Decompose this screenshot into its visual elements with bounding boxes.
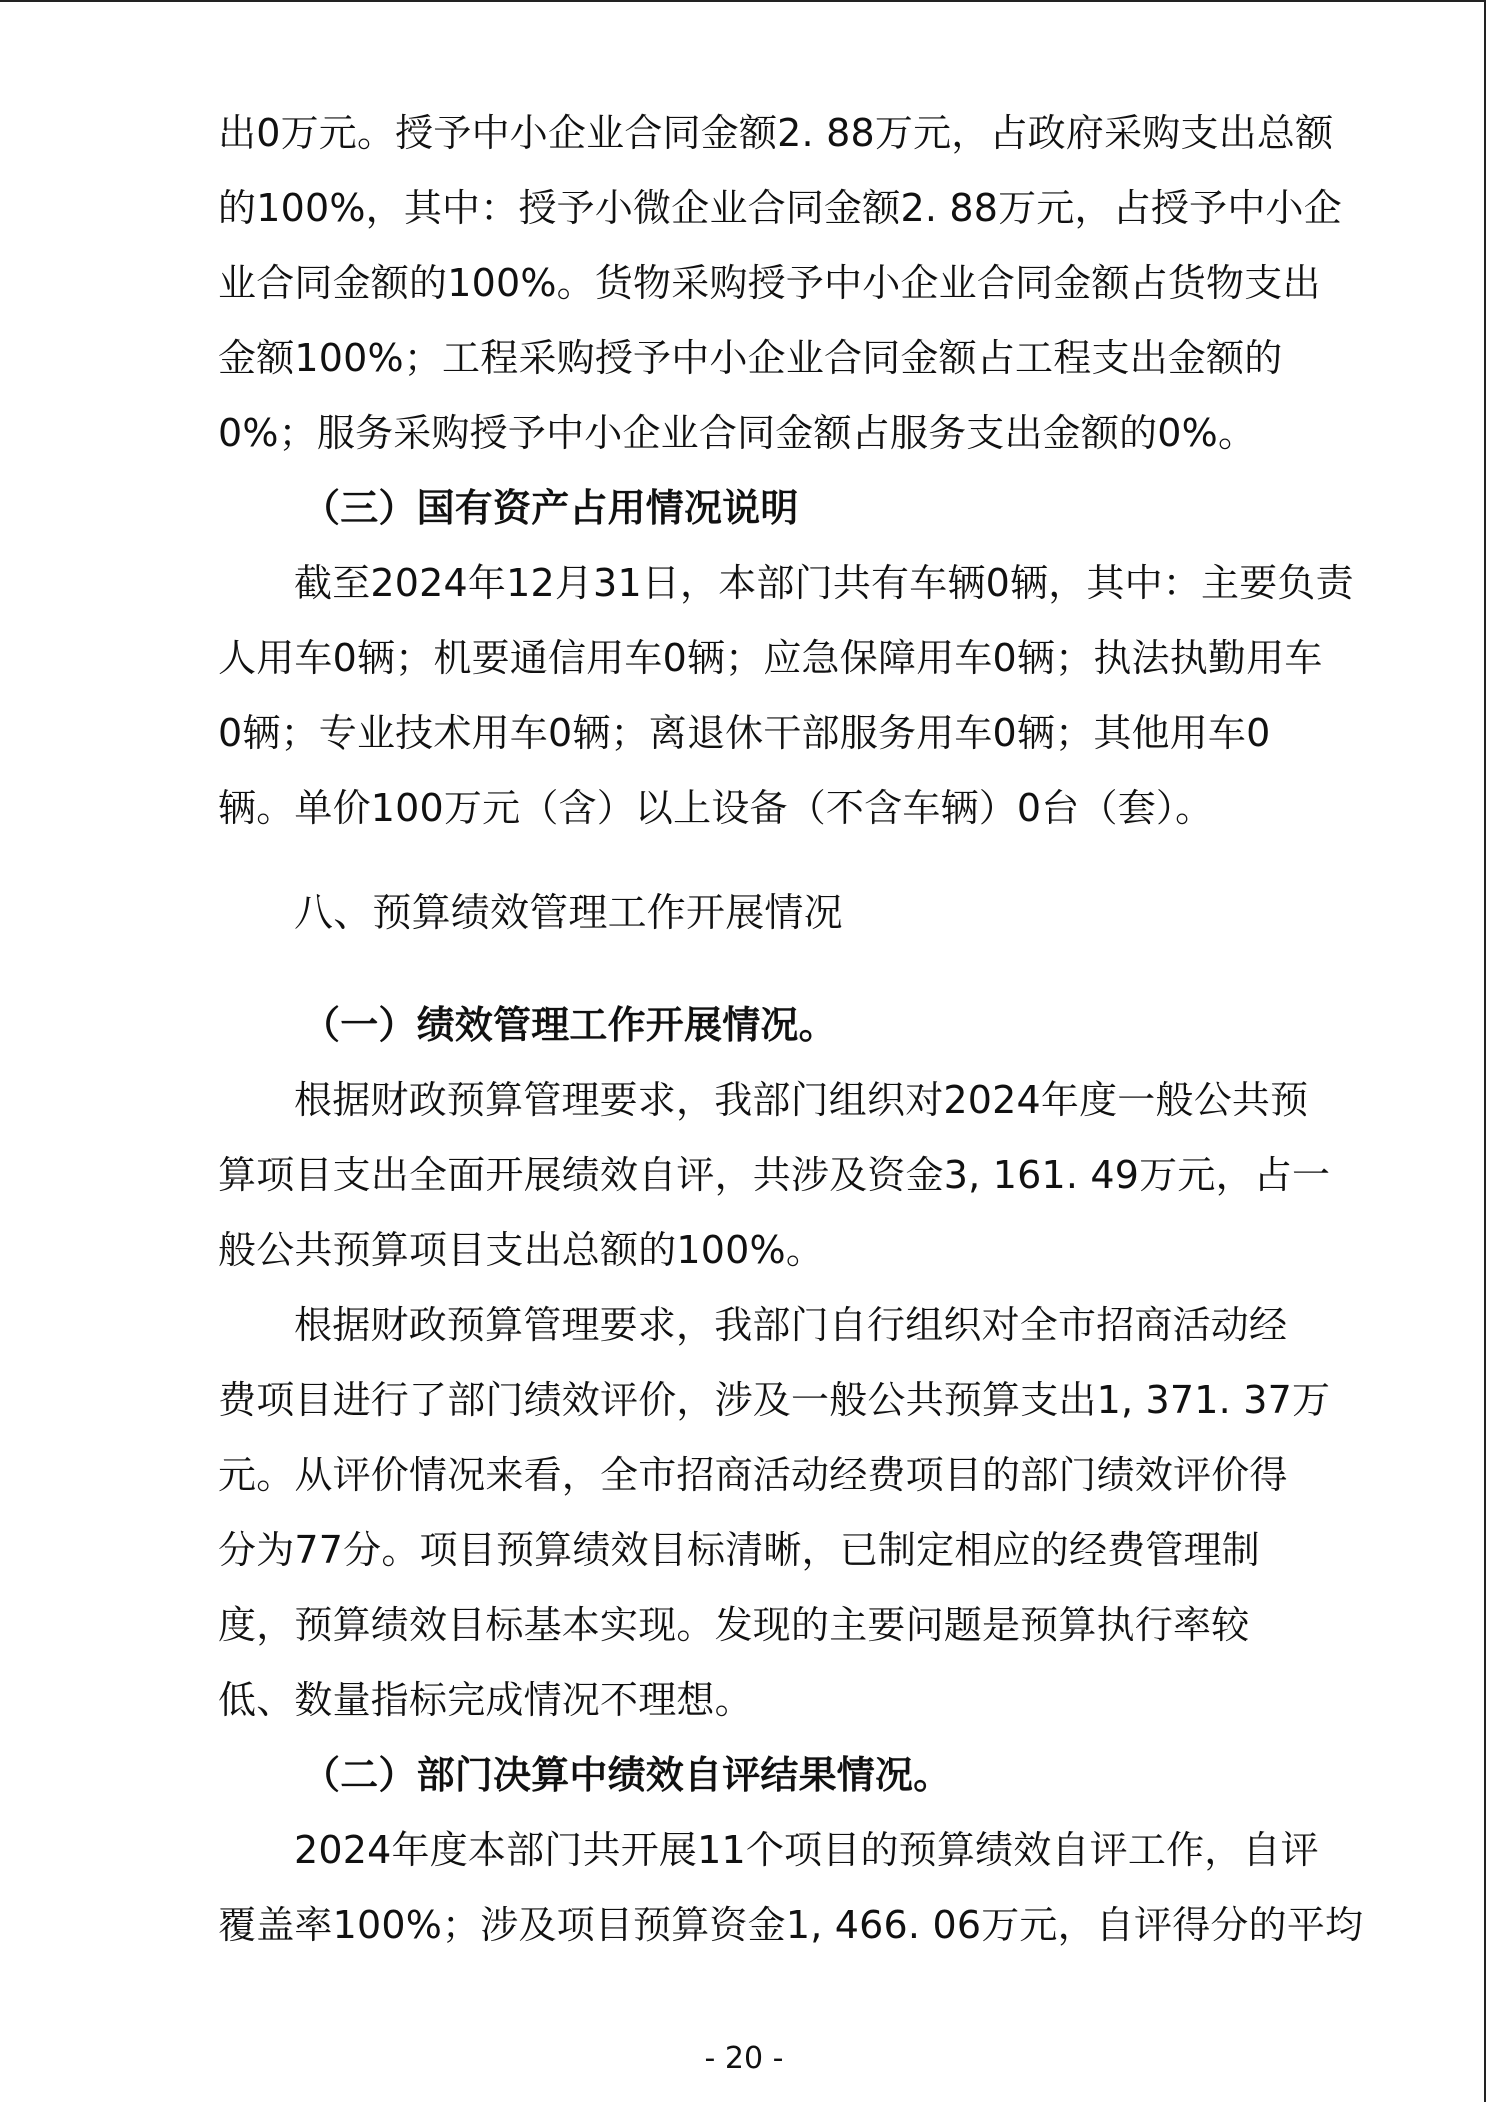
document-body [218, 96, 1364, 1963]
body-line: 低、数量指标完成情况不理想。 [218, 1678, 753, 1722]
subheading-self-evaluation: （二）部门决算中绩效自评结果情况。 [302, 1753, 952, 1797]
page-number: - 20 - [704, 2041, 784, 2076]
body-line: 费项目进行了部门绩效评价，涉及一般公共预算支出1, 371. 37万 [218, 1378, 1331, 1422]
body-line: 0辆；专业技术用车0辆；离退休干部服务用车0辆；其他用车0 [218, 711, 1271, 755]
subheading-state-assets: （三）国有资产占用情况说明 [302, 486, 799, 530]
body-line: 金额100%；工程采购授予中小企业合同金额占工程支出金额的 [218, 336, 1283, 380]
body-line: 根据财政预算管理要求，我部门自行组织对全市招商活动经 [294, 1303, 1288, 1347]
body-line: 0%；服务采购授予中小企业合同金额占服务支出金额的0%。 [218, 411, 1257, 455]
body-line: 的100%，其中：授予小微企业合同金额2. 88万元，占授予中小企 [218, 186, 1342, 230]
body-line: 分为77分。项目预算绩效目标清晰，已制定相应的经费管理制 [218, 1528, 1260, 1572]
body-line: 辆。单价100万元（含）以上设备（不含车辆）0台（套）。 [218, 786, 1214, 830]
body-line: 人用车0辆；机要通信用车0辆；应急保障用车0辆；执法执勤用车 [218, 636, 1323, 680]
body-line: 般公共预算项目支出总额的100%。 [218, 1228, 825, 1272]
body-line: 2024年度本部门共开展11个项目的预算绩效自评工作，自评 [294, 1828, 1319, 1872]
body-line: 度，预算绩效目标基本实现。发现的主要问题是预算执行率较 [218, 1603, 1250, 1647]
body-line: 算项目支出全面开展绩效自评，共涉及资金3, 161. 49万元，占一 [218, 1153, 1331, 1197]
body-line: 元。从评价情况来看，全市招商活动经费项目的部门绩效评价得 [218, 1453, 1288, 1497]
body-line: 根据财政预算管理要求，我部门组织对2024年度一般公共预 [294, 1078, 1309, 1122]
body-line: 业合同金额的100%。货物采购授予中小企业合同金额占货物支出 [218, 261, 1321, 305]
section-title-performance: 八、预算绩效管理工作开展情况 [294, 891, 843, 936]
subheading-performance-work: （一）绩效管理工作开展情况。 [302, 1003, 837, 1047]
body-line: 出0万元。授予中小企业合同金额2. 88万元，占政府采购支出总额 [218, 111, 1334, 155]
body-line: 截至2024年12月31日，本部门共有车辆0辆，其中：主要负责 [294, 561, 1354, 605]
body-line: 覆盖率100%；涉及项目预算资金1, 466. 06万元，自评得分的平均 [218, 1903, 1364, 1947]
